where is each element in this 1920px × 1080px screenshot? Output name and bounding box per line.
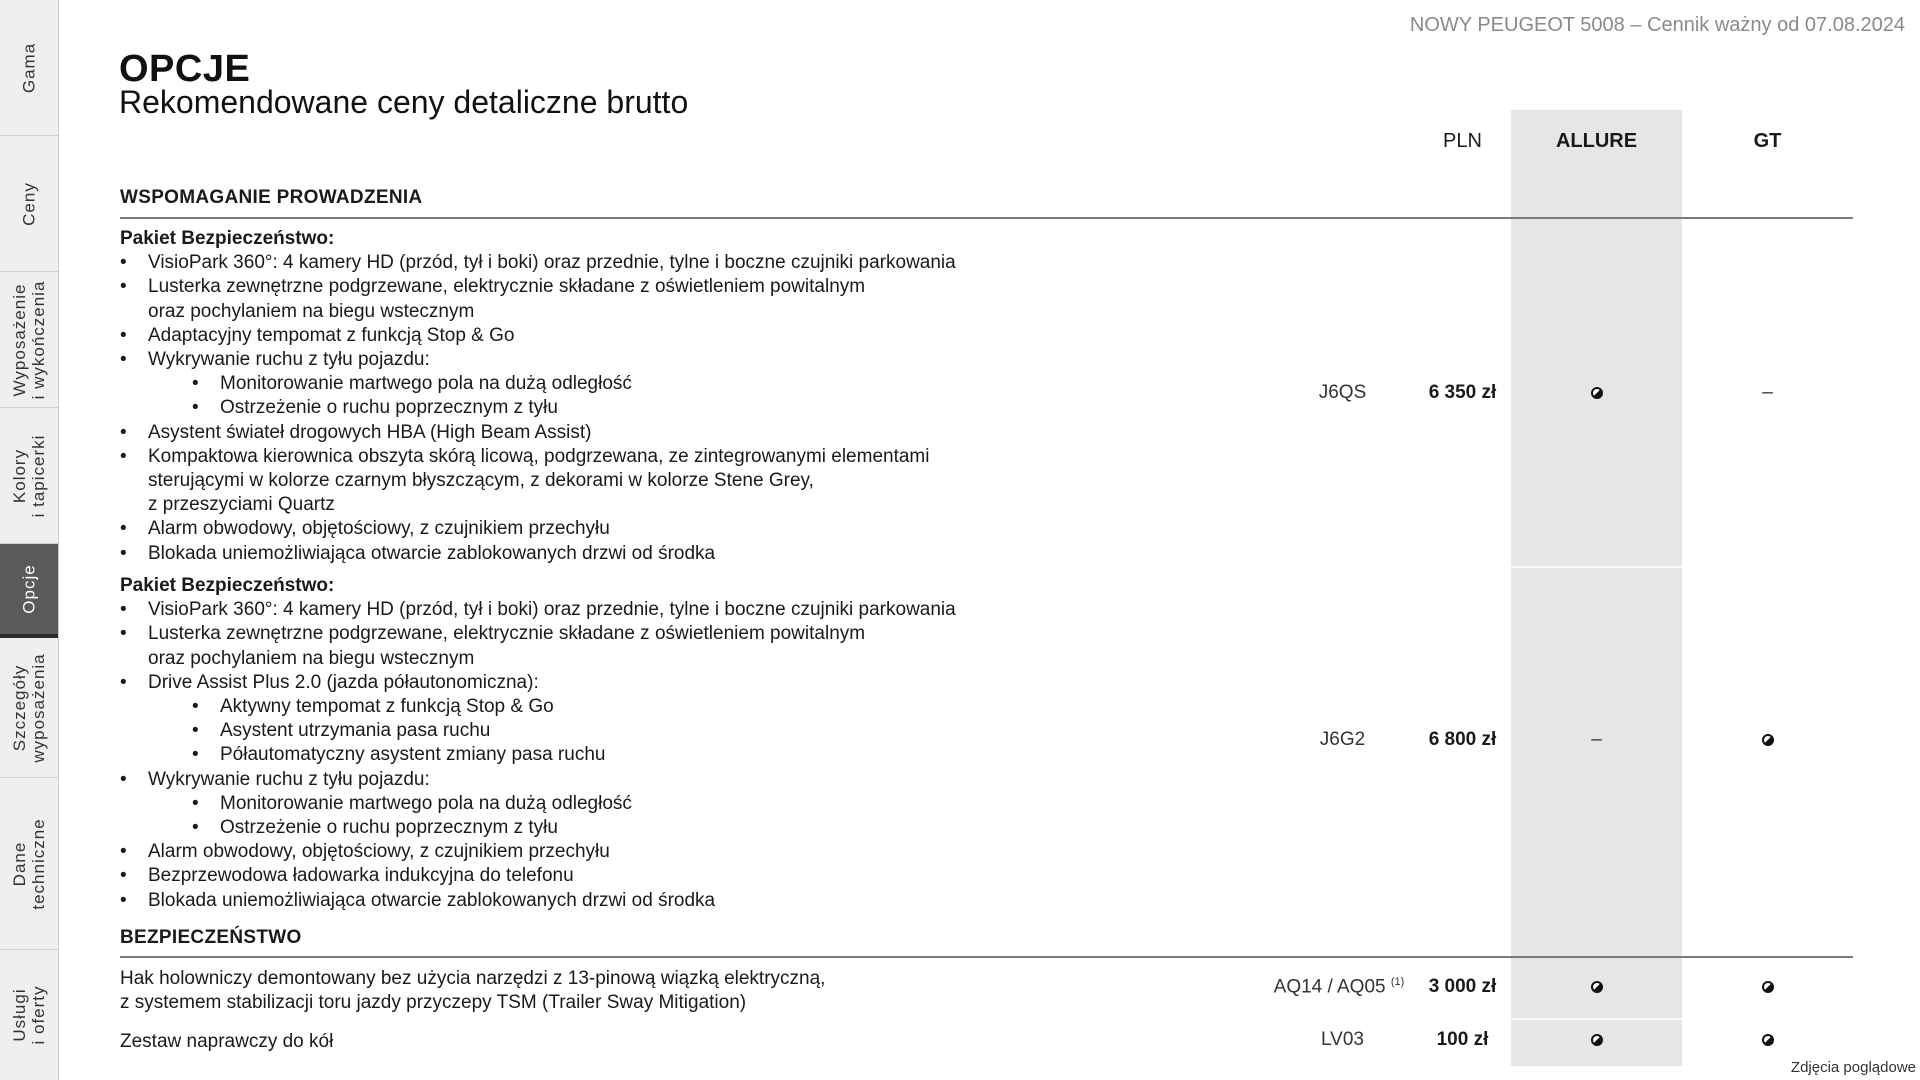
sidebar-tab-kolory[interactable]	[0, 408, 58, 544]
list-item: • Lusterka zewnętrzne podgrzewane, elektrycznie składane z oświetleniem powitalnym	[120, 622, 1140, 646]
optional-dot-icon	[1762, 981, 1774, 993]
row-divider	[1511, 566, 1682, 568]
description-line: z systemem stabilizacji toru jazdy przyczepy TSM (Trailer Sway Mitigation)	[120, 992, 747, 1013]
sidebar-tab-label: Wyposażenie i wykończenia	[10, 280, 48, 399]
sidebar-tab-wyposazenie[interactable]	[0, 272, 58, 408]
list-item: • VisioPark 360°: 4 kamery HD (przód, tył i boki) oraz przednie, tylne i boczne czujniki parkowania	[120, 251, 1140, 275]
package-1-description	[120, 227, 1140, 566]
section-rule	[120, 956, 1853, 958]
sidebar-tab-uslugi[interactable]	[0, 950, 58, 1080]
section-heading-safety: BEZPIECZEŃSTWO	[120, 927, 302, 948]
availability-allure	[1511, 976, 1682, 998]
list-item: • Blokada uniemożliwiająca otwarcie zablokowanych drzwi od środka	[120, 542, 1140, 566]
sidebar-tab-label: Gama	[19, 42, 39, 93]
package-title: Pakiet Bezpieczeństwo:	[120, 228, 335, 249]
list-item-continuation: z przeszyciami Quartz	[148, 494, 335, 516]
list-item-continuation: oraz pochylaniem na biegu wstecznym	[148, 647, 475, 669]
optional-dot-icon	[1762, 734, 1774, 746]
column-header-gt: GT	[1753, 130, 1782, 152]
repair-kit-description: Zestaw naprawczy do kół	[120, 1031, 334, 1052]
list-item: • Bezprzewodowa ładowarka indukcyjna do telefonu	[120, 864, 1140, 888]
optional-dot-icon	[1591, 981, 1603, 993]
list-subitem: • Monitorowanie martwego pola na dużą odległość	[120, 792, 1140, 816]
list-item: • Blokada uniemożliwiająca otwarcie zablokowanych drzwi od środka	[120, 889, 1140, 913]
list-item: • Wykrywanie ruchu z tyłu pojazdu:	[120, 348, 1140, 372]
option-code: J6QS	[1318, 382, 1367, 403]
page-subtitle: Rekomendowane ceny detaliczne brutto	[119, 84, 689, 120]
option-code	[1258, 976, 1420, 998]
availability-gt: –	[1762, 382, 1773, 403]
section-rule	[120, 217, 1853, 219]
option-price: 3 000 zł	[1428, 976, 1497, 997]
option-price: 6 800 zł	[1428, 729, 1497, 750]
sidebar-tab-label: Kolory i tapicerki	[10, 434, 48, 517]
availability-allure: –	[1591, 729, 1602, 750]
list-subitem: • Asystent utrzymania pasa ruchu	[120, 719, 1140, 743]
list-subitem: • Ostrzeżenie o ruchu poprzecznym z tyłu	[120, 396, 1140, 420]
package-2-description	[120, 574, 1140, 913]
list-item: • Adaptacyjny tempomat z funkcją Stop & Go	[120, 324, 1140, 348]
package-title: Pakiet Bezpieczeństwo:	[120, 575, 335, 596]
list-item: • Drive Assist Plus 2.0 (jazda półautonomiczna):	[120, 671, 1140, 695]
availability-allure	[1511, 1029, 1682, 1051]
optional-dot-icon	[1762, 1034, 1774, 1046]
sidebar-tab-ceny[interactable]	[0, 136, 58, 272]
footnote-marker: (1)	[1390, 976, 1405, 988]
sidebar-nav	[0, 0, 59, 1080]
list-subitem: • Aktywny tempomat z funkcją Stop & Go	[120, 695, 1140, 719]
sidebar-tab-gama[interactable]	[0, 0, 58, 136]
list-item: • Alarm obwodowy, objętościowy, z czujnikiem przechyłu	[120, 517, 1140, 541]
option-code-text: AQ14 / AQ05	[1273, 976, 1386, 998]
optional-dot-icon	[1591, 1034, 1603, 1046]
availability-gt	[1682, 729, 1853, 751]
option-code: LV03	[1321, 1029, 1364, 1050]
list-item: • VisioPark 360°: 4 kamery HD (przód, tył i boki) oraz przednie, tylne i boczne czujniki parkowania	[120, 598, 1140, 622]
list-item-continuation: sterującymi w kolorze czarnym błyszczącym, z dekorami w kolorze Stene Grey,	[148, 470, 814, 492]
document-title: NOWY PEUGEOT 5008 – Cennik ważny od 07.08.2024	[1409, 14, 1905, 36]
page-title: OPCJE	[119, 48, 251, 90]
row-divider	[1511, 1018, 1682, 1020]
allure-column-background	[1511, 110, 1682, 1066]
sidebar-tab-dane[interactable]	[0, 778, 58, 950]
sidebar-tab-opcje[interactable]	[0, 544, 58, 638]
list-item: • Lusterka zewnętrzne podgrzewane, elektrycznie składane z oświetleniem powitalnym	[120, 275, 1140, 299]
description-line: Hak holowniczy demontowany bez użycia narzędzi z 13-pinową wiązką elektryczną,	[120, 968, 826, 989]
column-header-allure: ALLURE	[1555, 130, 1638, 152]
tow-hook-description	[120, 967, 825, 1015]
availability-gt	[1682, 976, 1853, 998]
optional-dot-icon	[1591, 387, 1603, 399]
sidebar-tab-label: Opcje	[19, 564, 39, 614]
sidebar-tab-label: Dane techniczne	[10, 817, 48, 910]
availability-gt	[1682, 1029, 1853, 1051]
footer-note: Zdjęcia poglądowe	[1790, 1059, 1916, 1076]
sidebar-tab-label: Usługi i oferty	[10, 985, 48, 1045]
list-subitem: • Półautomatyczny asystent zmiany pasa ruchu	[120, 743, 1140, 767]
availability-allure	[1511, 382, 1682, 404]
section-heading-driving: WSPOMAGANIE PROWADZENIA	[120, 187, 423, 208]
list-item: • Wykrywanie ruchu z tyłu pojazdu:	[120, 768, 1140, 792]
list-subitem: • Ostrzeżenie o ruchu poprzecznym z tyłu	[120, 816, 1140, 840]
list-item: • Kompaktowa kierownica obszyta skórą licową, podgrzewana, ze zintegrowanymi elementami	[120, 445, 1140, 469]
option-code: J6G2	[1319, 729, 1366, 750]
sidebar-tab-label: Ceny	[19, 181, 39, 226]
sidebar-tab-szczegoly[interactable]	[0, 638, 58, 778]
list-item: • Asystent świateł drogowych HBA (High Beam Assist)	[120, 421, 1140, 445]
option-price: 6 350 zł	[1428, 382, 1497, 403]
list-item: • Alarm obwodowy, objętościowy, z czujnikiem przechyłu	[120, 840, 1140, 864]
list-subitem: • Monitorowanie martwego pola na dużą odległość	[120, 372, 1140, 396]
column-header-pln: PLN	[1443, 130, 1482, 152]
option-price: 100 zł	[1436, 1029, 1489, 1050]
list-item-continuation: oraz pochylaniem na biegu wstecznym	[148, 300, 475, 322]
sidebar-tab-label: Szczegóły wyposażenia	[10, 652, 48, 763]
